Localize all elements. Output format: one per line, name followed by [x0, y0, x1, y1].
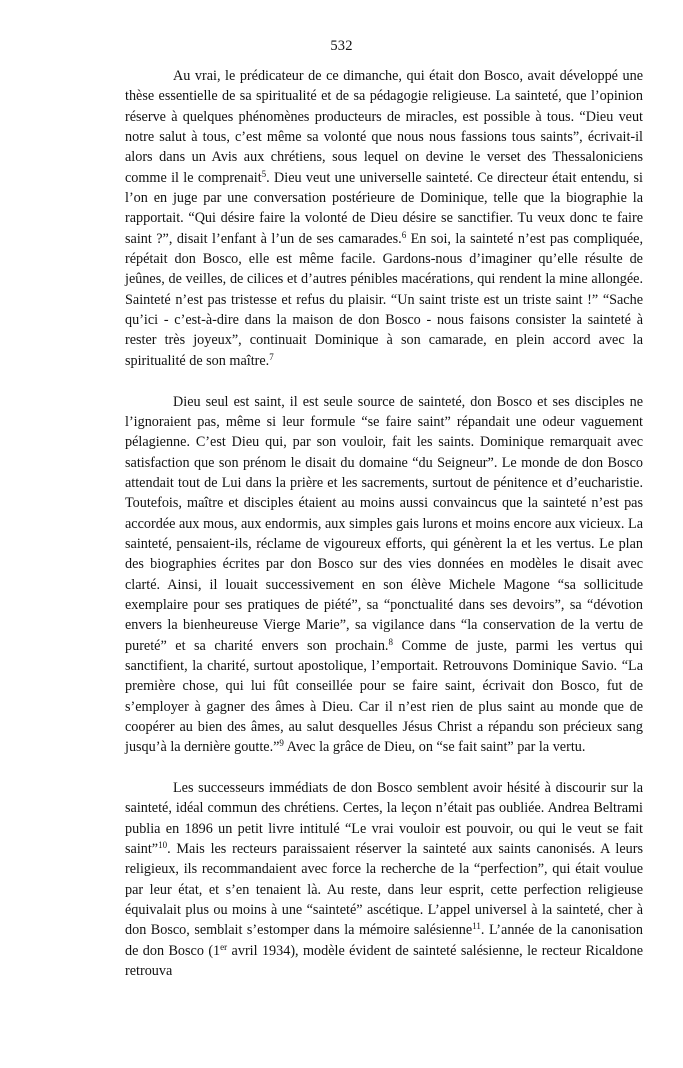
footnote-ref-5: 5: [261, 168, 267, 179]
footnote-ref-6: 6: [401, 229, 407, 240]
paragraph-3: [125, 778, 643, 981]
text-run: Avec la grâce de Dieu, on “se fait saint” par la vertu.: [283, 739, 586, 756]
text-run: En soi, la sainteté n’est pas compliquée, répétait don Bosco, elle est même facile. Gardons-nous d’imaginer qu’elle résulte de jeûnes, de veilles, de cilices et d’autres pénibles macérations, qui rendent la mine allongée. Sainteté n’est pas tristesse et refus du plaisir. “Un saint triste est un triste saint !” “Sache qu’ici - c’est-à-dire dans la maison de don Bosco - nous faisons consister la sainteté à rester très joyeux”, continuait Dominique à son camarade, en plein accord avec la spiritualité de son maître.: [125, 230, 643, 369]
text-run: Dieu seul est saint, il est seule source de sainteté, don Bosco et ses disciples ne l’ignoraient pas, même si leur formule “se faire saint” répandait une odeur vaguement pélagienne. C’est Dieu qui, par son vouloir, fait les saints. Dominique remarquait avec satisfaction que son prénom le disait du domaine “du Seigneur”. Le monde de don Bosco attendait tout de Lui dans la prière et les sacrements, surtout de pénitence et d’eucharistie. Toutefois, maître et disciples étaient au moins aussi convaincus que la sainteté n’est pas accordée aux mous, aux endormis, aux simples gais lurons et moins encore aux vicieux. La sainteté, pensaient-ils, réclame de vigoureux efforts, qui génèrent la et les vertus. Le plan des biographies écrites par don Bosco sur des vies données en modèles le disait avec clarté. Ainsi, il louait successivement en son élève Michele Magone “sa sollicitude exemplaire pour ses pratiques de piété”, sa “ponctualité dans ses devoirs”, sa “dévotion envers la bienheureuse Vierge Marie”, sa vigilance dans “la conservation de la vertu de pureté” et sa charité envers son prochain.: [125, 393, 643, 654]
text-run: . Dieu veut une universelle sainteté. Ce directeur était entendu, si l’on en juge par une conversation postérieure de Dominique, telle que la biographie la rapportait. “Qui désire faire la volonté de Dieu désire se sanctifier. Tu veux donc te faire saint ?”, disait l’enfant à l’un de ses camarades.: [125, 169, 643, 247]
paragraph-2: [125, 392, 643, 758]
footnote-ref-9: 9: [279, 738, 284, 749]
text-run: Les successeurs immédiats de don Bosco semblent avoir hésité à discourir sur la sainteté, idéal commun des chrétiens. Certes, la leçon n’était pas oubliée. Andrea Beltrami publia en 1896 un petit livre intitulé “Le vrai vouloir est pouvoir, ou qui le veut se fait saint”: [125, 780, 643, 858]
paragraph-1: [125, 66, 643, 371]
footnote-ref-8: 8: [388, 636, 393, 647]
text-run: . L’année de la canonisation de don Bosco (1: [125, 922, 643, 959]
footnote-ref-10: 10: [158, 840, 168, 851]
footnote-ref-7: 7: [269, 351, 274, 362]
text-run: . Mais les recteurs paraissaient réserver la sainteté aux saints canonisés. A leurs religieux, ils recommandaient avec force la recherche de la “perfection”, qui était voulue par leur état, et s’en tenaient là. Au reste, dans leur esprit, cette perfection religieuse équivalait plus ou moins à une “sainteté” ascétique. L’appel universel à la sainteté, cher à don Bosco, semblait s’estomper dans la mémoire salésienne: [125, 841, 643, 939]
ordinal-superscript: er: [220, 941, 228, 952]
text-run: avril 1934), modèle évident de sainteté salésienne, le recteur Ricaldone retrouva: [125, 942, 643, 980]
text-run: Au vrai, le prédicateur de ce dimanche, qui était don Bosco, avait développé une thèse essentielle de sa spiritualité et de sa pédagogie religieuse. La sainteté, que l’opinion réserve à quelques phénomènes producteurs de miracles, est possible à tous. “Dieu veut notre salut à tous, c’est même sa volonté que nous nous fassions tous saints”, écrivait-il alors dans un Avis aux chrétiens, sous lequel on devine le verset des Thessaloniciens comme il le comprenait: [125, 68, 643, 186]
page-number: 532: [330, 38, 353, 54]
text-run: Comme de juste, parmi les vertus qui sanctifient, la charité, surtout apostolique, l’emportait. Retrouvons Dominique Savio. “La première chose, qui lui fût conseillée pour se faire saint, écrivait don Bosco, fut de s’employer à gagner des âmes à Dieu. Car il n’est rien de plus saint au monde que de coopérer au bien des âmes, au salut desquelles Jésus Christ a répandu son précieux sang jusqu’à la dernière goutte.”: [125, 637, 643, 756]
footnote-ref-11: 11: [472, 921, 481, 932]
body-text: [125, 66, 643, 981]
